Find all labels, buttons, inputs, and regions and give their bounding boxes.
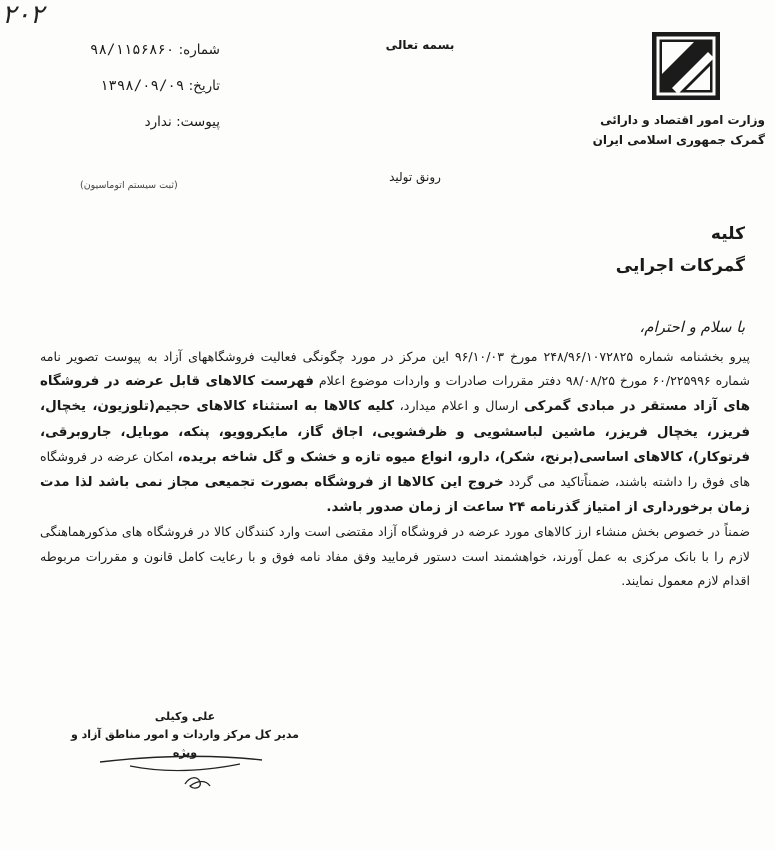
body-text-segment: ارسال و اعلام میدارد، (399, 398, 519, 414)
ministry-name: وزارت امور اقتصاد و دارائی (600, 113, 765, 127)
greeting: با سلام و احترام، (639, 318, 745, 336)
signature-icon (90, 740, 270, 800)
letter-meta (50, 36, 220, 136)
body-bold-segment: کلیه کالاها به استثناء کالاهای حجیم(تلوزیون، یخچال، فریزر، یخچال فریزر، ماشین لباسشویی و ظرفشویی، اجاق گاز، مایکروویو، پنکه، موبایل، جاروبرقی، فرتوکار)، کالاهای اساسی(برنج، شکر)، دارو، انواع میوه تازه و خشک و گل شاخه بریده، (40, 399, 750, 465)
attachment-row (50, 108, 220, 136)
recipient-line-1: کلیه (710, 224, 745, 244)
recipient-line-2: گمرکات اجرایی (615, 256, 745, 276)
corner-mark: ۲۰۲ (2, 0, 44, 30)
ministry-heading (545, 110, 765, 150)
letter-body (40, 345, 750, 593)
signatory-title: مدیر کل مرکز واردات و امور مناطق آزاد و ویژه (70, 728, 299, 759)
body-paragraph-1 (40, 345, 750, 520)
customs-name: گمرک جمهوری اسلامی ایران (592, 133, 765, 147)
body-bold-segment: خروج این کالاها از فروشگاه بصورت تجمیعی مجاز نمی باشد لذا مدت زمان برخورداری از امتیاز گذرنامه ۲۴ ساعت از زمان صدور باشد. (40, 475, 750, 516)
date-row (50, 72, 220, 100)
slogan: رونق تولید (389, 170, 441, 184)
date-value: ۱۳۹۸/۰۹/۰۹ (99, 78, 185, 94)
customs-logo-icon (650, 30, 722, 102)
body-paragraph-2: ضمناً در خصوص بخش منشاء ارز کالاهای مورد عرضه در فروشگاه آزاد مقتضی است وارد کنندگان کالا در فروشگاه های مذکورهماهنگی لازم را با بانک مرکزی به عمل آورند، خواهشمند است دستور فرمایید وفق مفاد نامه فوق و با رعایت کامل قانون و مقررات مربوطه اقدام لازم معمول نمایند. (40, 524, 750, 588)
body-bold-segment: فهرست کالاهای قابل عرضه در فروشگاه های آزاد مستقر در مبادی گمرکی (40, 374, 750, 415)
system-note: (ثبت سیستم اتوماسیون) (80, 180, 178, 191)
body-text-segment: امکان عرضه در فروشگاه های فوق را داشته باشند، ضمناًتاکید می گردد (40, 448, 750, 490)
body-text-segment: پیرو بخشنامه شماره ۲۴۸/۹۶/۱۰۷۲۸۲۵ مورخ ۹۶/۱۰/۰۳ این مرکز در مورد چگونگی فعالیت فروشگاههای آزاد به پیوست تصویر نامه شماره ۶۰/۲۲۵۹۹۶ مورخ ۹۸/۰۸/۲۵ دفتر مقررات صادرات و واردات موضوع اعلام (40, 349, 750, 389)
recipient-block (445, 218, 745, 282)
date-label: تاریخ: (188, 78, 220, 94)
attachment-value: ندارد (144, 114, 172, 130)
number-label: شماره: (178, 42, 220, 58)
attachment-label: پیوست: (176, 114, 220, 130)
basmala: بسمه تعالی (385, 38, 455, 52)
signatory-name: علی وکیلی (154, 710, 216, 723)
number-row (50, 36, 220, 64)
number-value: ۹۸/۱۱۵۶۸۶۰ (90, 42, 175, 58)
